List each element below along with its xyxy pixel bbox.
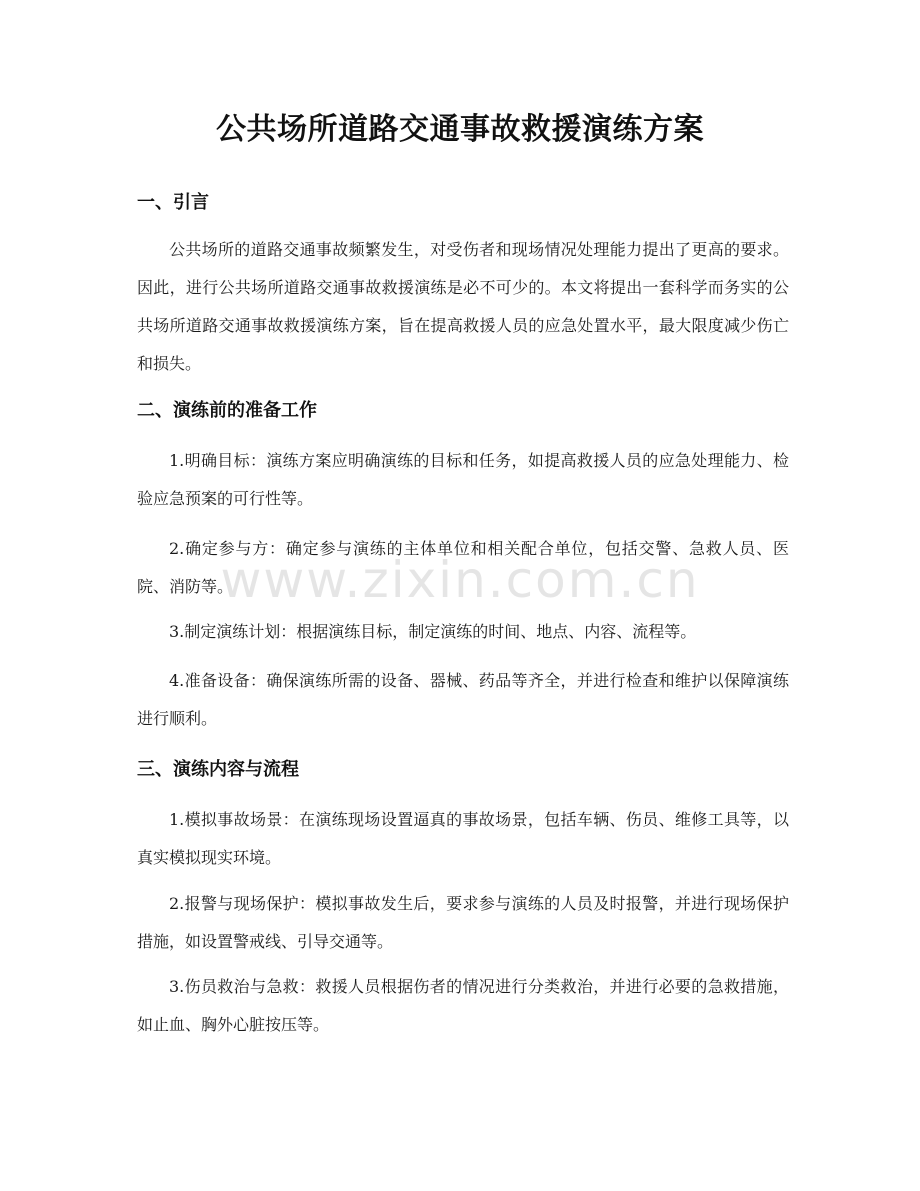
paragraph-prep-equipment: 4.准备设备：确保演练所需的设备、器械、药品等齐全，并进行检查和维护以保障演练进行顺利。 xyxy=(137,671,789,728)
section-heading-preparation: 二、演练前的准备工作 xyxy=(137,400,317,421)
paragraph-process-scene: 1.模拟事故场景：在演练现场设置逼真的事故场景，包括车辆、伤员、维修工具等，以真实模拟现实环境。 xyxy=(137,810,789,867)
watermark: www.zixin.com.cn xyxy=(220,551,700,609)
section-heading-content-process: 三、演练内容与流程 xyxy=(137,759,299,780)
paragraph-prep-plan: 3.制定演练计划：根据演练目标，制定演练的时间、地点、内容、流程等。 xyxy=(169,622,697,641)
paragraph-prep-participants: 2.确定参与方：确定参与演练的主体单位和相关配合单位，包括交警、急救人员、医院、消防等。 xyxy=(137,539,789,596)
section-heading-introduction: 一、引言 xyxy=(137,192,209,213)
paragraph-prep-goal: 1.明确目标：演练方案应明确演练的目标和任务，如提高救援人员的应急处理能力、检验应急预案的可行性等。 xyxy=(137,451,789,508)
paragraph-process-alarm: 2.报警与现场保护：模拟事故发生后，要求参与演练的人员及时报警，并进行现场保护措施，如设置警戒线、引导交通等。 xyxy=(137,894,789,951)
paragraph-process-first-aid: 3.伤员救治与急救：救援人员根据伤者的情况进行分类救治，并进行必要的急救措施，如止血、胸外心脏按压等。 xyxy=(137,977,789,1034)
paragraph-introduction: 公共场所的道路交通事故频繁发生，对受伤者和现场情况处理能力提出了更高的要求。因此，进行公共场所道路交通事故救援演练是必不可少的。本文将提出一套科学而务实的公共场所道路交通事故救援演练方案，旨在提高救援人员的应急处置水平，最大限度减少伤亡和损失。 xyxy=(137,240,789,373)
document-title: 公共场所道路交通事故救援演练方案 xyxy=(216,112,704,147)
